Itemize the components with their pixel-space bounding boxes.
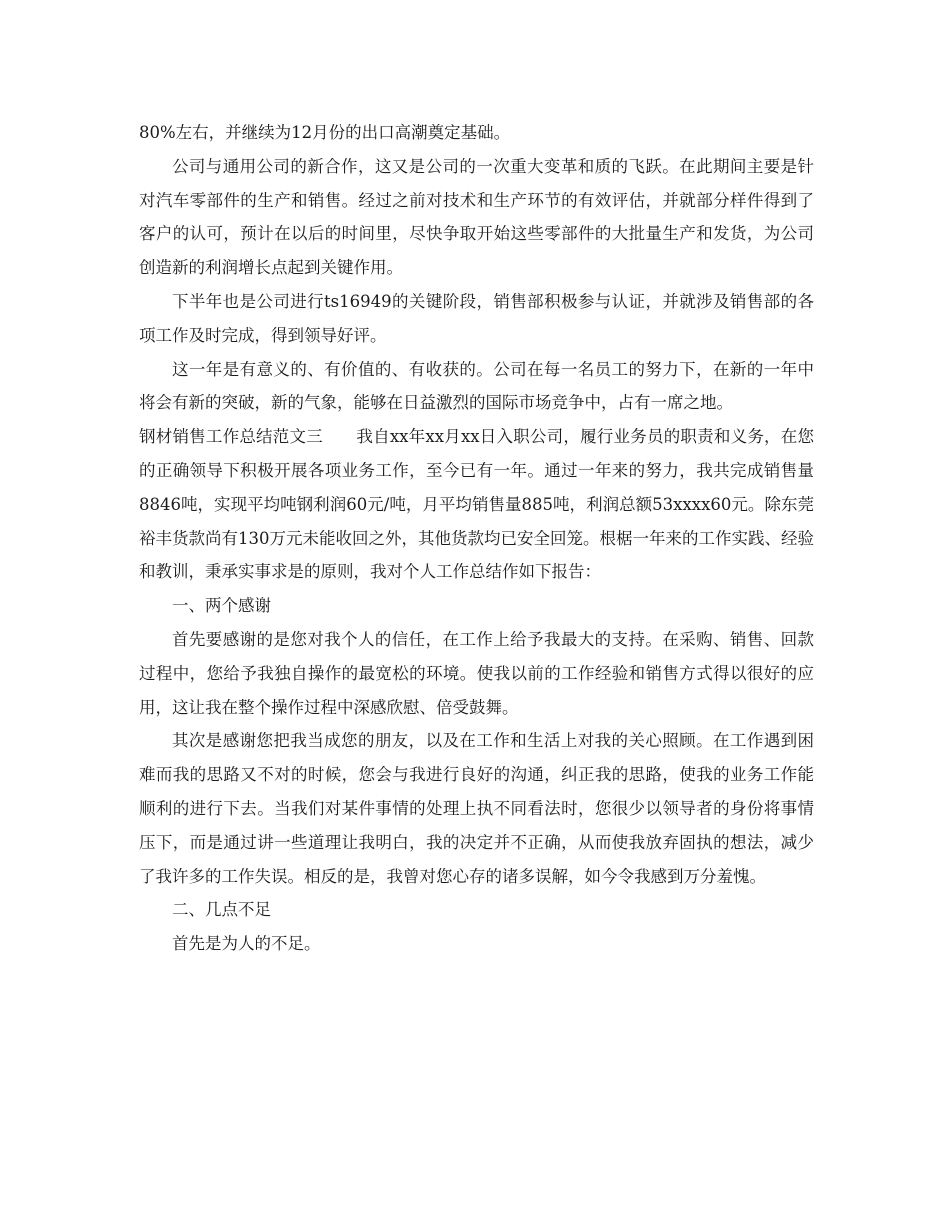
paragraph-thanks-first: 首先要感谢的是您对我个人的信任，在工作上给予我最大的支持。在采购、销售、回款过程中，您给予我独自操作的最宽松的环境。使我以前的工作经验和销售方式得以很好的应用，这让我在整个操作过程中深感欣慰、倍受鼓舞。 <box>139 629 814 717</box>
paragraph-sample-three-intro: 钢材销售工作总结范文三 我自xx年xx月xx日入职公司，履行业务员的职责和义务，在您的正确领导下积极开展各项业务工作，至今已有一年。通过一年来的努力，我共完成销售量8846吨，实现平均吨钢利润60元/吨，月平均销售量885吨，利润总额53xxxx60元。除东莞裕丰货款尚有130万元未能收回之外，其他货款均已安全回笼。根椐一年来的工作实践、经验和教训，秉承实事求是的原则，我对个人工作总结作如下报告： <box>139 427 814 582</box>
section-heading-thanks: 一、两个感谢 <box>172 596 271 616</box>
paragraph-thanks-second: 其次是感谢您把我当成您的朋友，以及在工作和生活上对我的关心照顾。在工作遇到困难而我的思路又不对的时候，您会与我进行良好的沟通，纠正我的思路，使我的业务工作能顺利的进行下去。当我们对某件事情的处理上执不同看法时，您很少以领导者的身份将事情压下，而是通过讲一些道理让我明白，我的决定并不正确，从而使我放弃固执的想法，减少了我许多的工作失误。相反的是，我曾对您心存的诸多误解，如今令我感到万分羞愧。 <box>139 731 814 886</box>
section-heading-shortcomings: 二、几点不足 <box>172 900 271 920</box>
paragraph-ts16949: 下半年也是公司进行ts16949的关键阶段，销售部积极参与认证，并就涉及销售部的各项工作及时完成，得到领导好评。 <box>139 291 814 345</box>
paragraph-year-summary: 这一年是有意义的、有价值的、有收获的。公司在每一名员工的努力下，在新的一年中将会有新的突破，新的气象，能够在日益激烈的国际市场竞争中，占有一席之地。 <box>139 359 814 413</box>
paragraph-gm-cooperation: 公司与通用公司的新合作，这又是公司的一次重大变革和质的飞跃。在此期间主要是针对汽车零部件的生产和销售。经过之前对技术和生产环节的有效评估，并就部分样件得到了客户的认可，预计在以后的时间里，尽快争取开始这些零部件的大批量生产和发货，为公司创造新的利润增长点起到关键作用。 <box>139 156 814 278</box>
paragraph-continuation: 80%左右，并继续为12月份的出口高潮奠定基础。 <box>139 123 511 142</box>
paragraph-shortcoming-first: 首先是为人的不足。 <box>172 934 321 954</box>
document-body <box>139 116 814 961</box>
